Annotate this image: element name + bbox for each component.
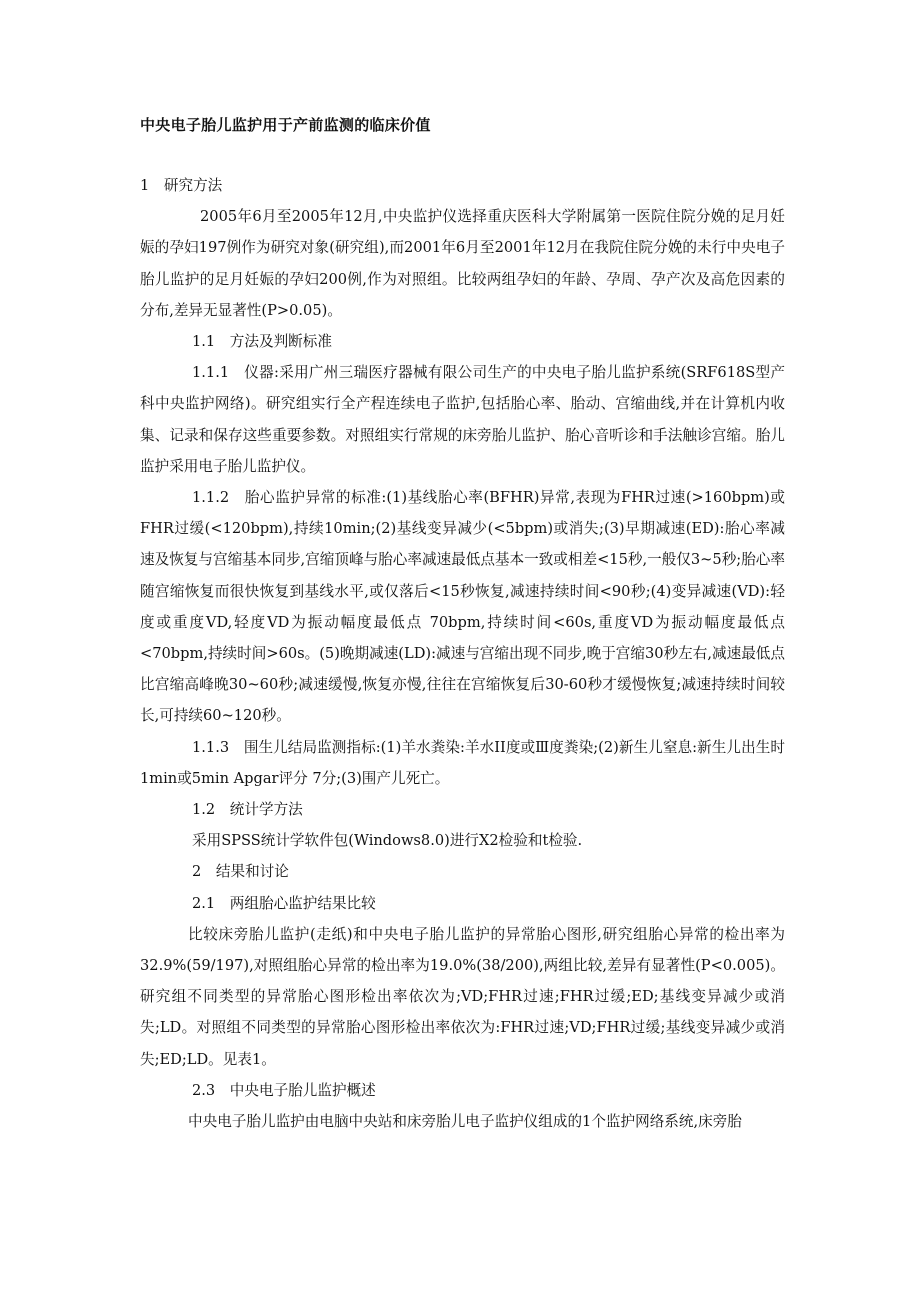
paragraph-outcome-indicators: 1.1.3 围生儿结局监测指标:(1)羊水粪染:羊水II度或Ⅲ度粪染;(2)新生儿窒息:新生儿出生时1min或5min Apgar评分 7分;(3)围产儿死亡。 [140, 738, 785, 787]
paragraph-statistics: 采用SPSS统计学软件包(Windows8.0)进行X2检验和t检验. [192, 832, 583, 850]
paragraph-study-subjects: 2005年6月至2005年12月,中央监护仪选择重庆医科大学附属第一医院住院分娩的足月妊娠的孕妇197例作为研究对象(研究组),而2001年6月至2001年12月在我院住院分娩的未行中央电子胎儿监护的足月妊娠的孕妇200例,作为对照组。比较两组孕妇的年龄、孕周、孕产次及高危因素的分布,差异无显著性(P>0.05)。 [140, 208, 785, 319]
section-heading-1: 1 研究方法 [140, 177, 223, 194]
section-heading-2: 2 结果和讨论 [192, 863, 289, 881]
document-body [140, 170, 785, 1137]
subsection-heading-2-3: 2.3 中央电子胎儿监护概述 [192, 1081, 376, 1099]
paragraph-results-comparison: 比较床旁胎儿监护(走纸)和中央电子胎儿监护的异常胎心图形,研究组胎心异常的检出率为32.9%(59/197),对照组胎心异常的检出率为19.0%(38/200),两组比较,差异有显著性(P<0.005)。研究组不同类型的异常胎心图形检出率依次为;VD;FHR过速;FHR过缓;ED;基线变异减少或消失;LD。对照组不同类型的异常胎心图形检出率依次为:FHR过速;VD;FHR过缓;基线变异减少或消失;ED;LD。见表1。 [140, 925, 785, 1068]
subsection-heading-2-1: 2.1 两组胎心监护结果比较 [192, 894, 376, 912]
paragraph-central-monitoring-overview: 中央电子胎儿监护由电脑中央站和床旁胎儿电子监护仪组成的1个监护网络系统,床旁胎 [188, 1113, 742, 1131]
subsection-heading-1-1: 1.1 方法及判断标准 [192, 333, 332, 351]
paragraph-abnormal-criteria: 1.1.2 胎心监护异常的标准:(1)基线胎心率(BFHR)异常,表现为FHR过速(>160bpm)或FHR过缓(<120bpm),持续10min;(2)基线变异减少(<5bpm)或消失;(3)早期减速(ED):胎心率减速及恢复与宫缩基本同步,宫缩顶峰与胎心率减速最低点基本一致或相差<15秒,一般仅3~5秒;胎心率随宫缩恢复而很快恢复到基线水平,或仅落后<15秒恢复,减速持续时间<90秒;(4)变异减速(VD):轻度或重度VD,轻度VD为振动幅度最低点 70bpm,持续时间<60s,重度VD为振动幅度最低点<70bpm,持续时间>60s。(5)晚期减速(LD):减速与宫缩出现不同步,晚于宫缩30秒左右,减速最低点比宫缩高峰晚30~60秒;减速缓慢,恢复亦慢,往往在宫缩恢复后30-60秒才缓慢恢复;减速持续时间较长,可持续60~120秒。 [140, 489, 785, 725]
subsection-heading-1-2: 1.2 统计学方法 [192, 801, 303, 819]
document-title: 中央电子胎儿监护用于产前监测的临床价值 [140, 116, 431, 134]
paragraph-instrument: 1.1.1 仪器:采用广州三瑞医疗器械有限公司生产的中央电子胎儿监护系统(SRF618S型产科中央监护网络)。研究组实行全产程连续电子监护,包括胎心率、胎动、宫缩曲线,并在计算机内收集、记录和保存这些重要参数。对照组实行常规的床旁胎儿监护、胎心音听诊和手法触诊宫缩。胎儿监护采用电子胎儿监护仪。 [140, 364, 785, 475]
